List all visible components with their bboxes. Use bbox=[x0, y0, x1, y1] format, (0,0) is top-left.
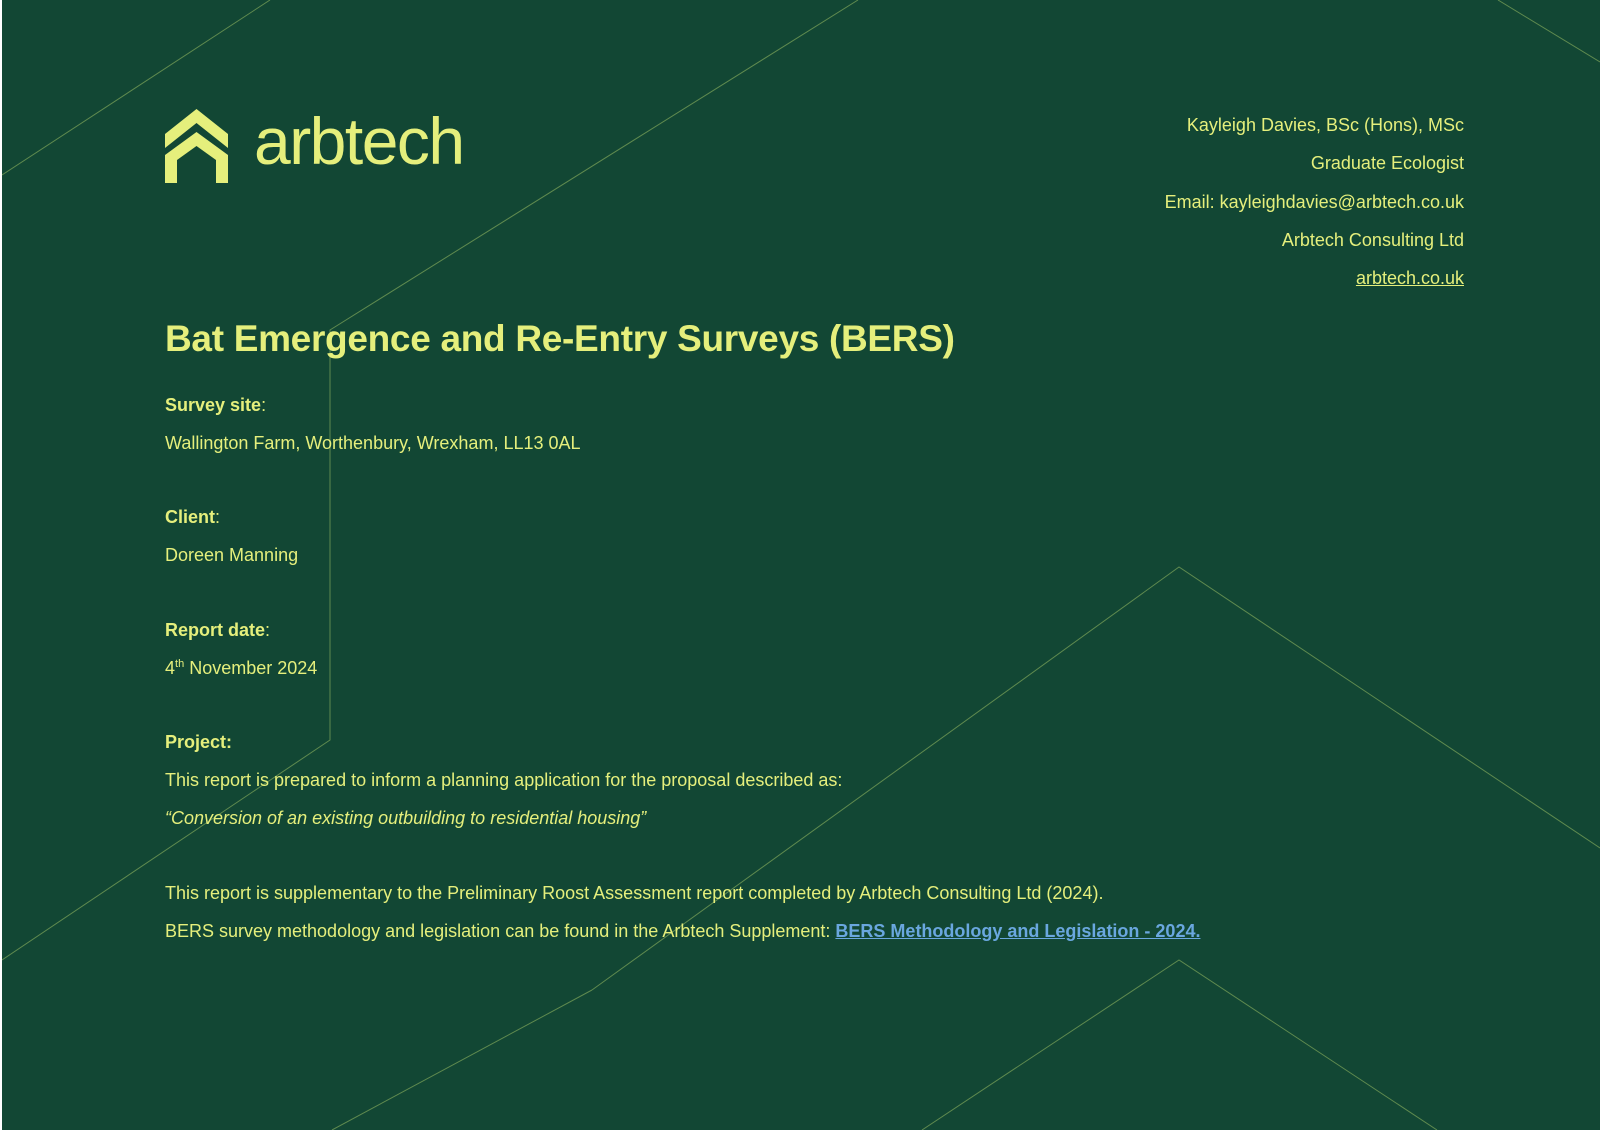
author-name: Kayleigh Davies, BSc (Hons), MSc bbox=[1186, 115, 1464, 135]
company-name: Arbtech Consulting Ltd bbox=[1281, 229, 1464, 250]
project-intro: This report is prepared to inform a planning application for the proposal described as: bbox=[165, 770, 843, 790]
survey-site-value: Wallington Farm, Worthenbury, Wrexham, LL13 0AL bbox=[165, 433, 581, 453]
website-link[interactable]: arbtech.co.uk bbox=[1355, 268, 1464, 289]
deco-chevron-small bbox=[922, 960, 1437, 1130]
survey-site-label: Survey site: bbox=[165, 395, 267, 415]
methodology-note: BERS survey methodology and legislation can be found in the Arbtech Supplement: BERS Methodology and Legislation - 2024. bbox=[165, 921, 1201, 941]
report-date-value: 4th November 2024 bbox=[165, 658, 318, 678]
author-role: Graduate Ecologist bbox=[1310, 153, 1464, 174]
report-cover-page bbox=[2, 0, 1600, 1130]
deco-line-top-right bbox=[1498, 0, 1600, 62]
bers-methodology-link[interactable]: BERS Methodology and Legislation - 2024. bbox=[835, 921, 1201, 941]
author-email[interactable]: Email: kayleighdavies@arbtech.co.uk bbox=[1164, 191, 1464, 212]
client-value: Doreen Manning bbox=[165, 545, 299, 565]
arbtech-house-icon bbox=[165, 107, 228, 183]
report-title: Bat Emergence and Re-Entry Surveys (BERS) bbox=[165, 318, 955, 359]
logo-wordmark: arbtech bbox=[254, 104, 464, 178]
supplementary-note: This report is supplementary to the Preliminary Roost Assessment report completed by Arbtech Consulting Ltd (2024). bbox=[165, 883, 1104, 903]
client-label: Client: bbox=[165, 507, 221, 527]
report-date-label: Report date: bbox=[165, 620, 271, 640]
project-label: Project: bbox=[165, 732, 233, 752]
project-proposal: “Conversion of an existing outbuilding to residential housing” bbox=[165, 808, 647, 828]
arbtech-logo bbox=[165, 104, 464, 183]
deco-line-bottom bbox=[332, 990, 592, 1130]
author-contact-block bbox=[1165, 106, 1464, 297]
